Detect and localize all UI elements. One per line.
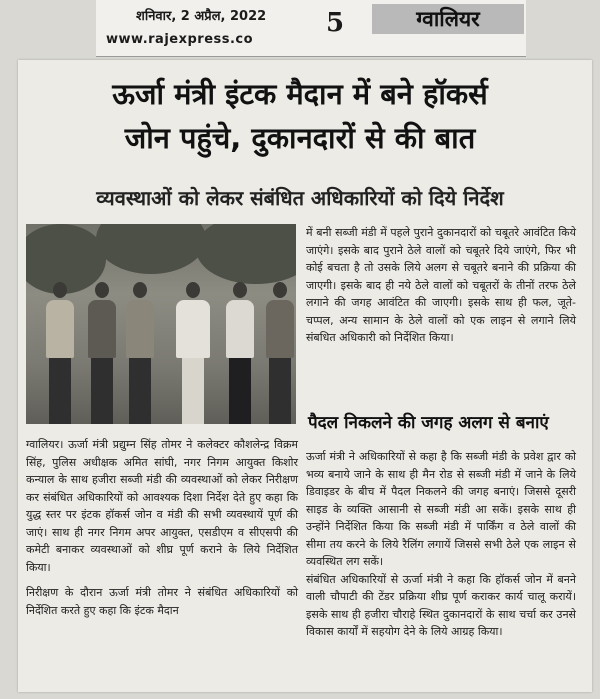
headline-line-2: जोन पहुंचे, दुकानदारों से की बात: [124, 121, 476, 155]
photo-person: [176, 282, 210, 424]
news-photo: [26, 224, 296, 424]
page-number: 5: [326, 8, 345, 38]
headline-line-1: ऊर्जा मंत्री इंटक मैदान में बने हॉकर्स: [112, 77, 488, 111]
photo-person: [126, 282, 154, 424]
publication-url: www.rajexpress.co: [106, 32, 254, 47]
city-section-label: ग्वालियर: [372, 4, 524, 34]
publication-date: शनिवार, 2 अप्रैल, 2022: [136, 9, 267, 24]
article-paragraph: ऊर्जा मंत्री ने अधिकारियों से कहा है कि सब्जी मंडी के प्रवेश द्वार को भव्य बनाये जाने के साथ ही मैन रोड से सब्जी मंडी में जाने के लिये डिवाइडर के बीच में पैदल निकलने की जगह बनाएं। जिससे दूसरी साइड के व्यक्ति आसानी से सब्जी मंडी आ सकें। इसके साथ ही उन्होंने निर्देशित किया कि सब्जी मंडी में पार्किंग व ठेले वालों की सीमा तय करने के लिये रैलिंग लगायें जिससे सभी ठेले एक लाइन से व्यवस्थित लग सकें।: [306, 450, 576, 568]
article-column-right-bottom: [306, 448, 576, 641]
photo-foliage: [196, 224, 296, 284]
article-paragraph: में बनी सब्जी मंडी में पहले पुराने दुकानदारों को चबूतरे आवंटित किये जाएंगे। इसके बाद पुराने ठेले वालों को चबूतरे दिये जाएंगे, फिर भी कोई बचता है तो उसके लिये अलग से चबूतरे बनाने की प्रक्रिया की जाएगी। इसके बाद ही नये ठेले वालों को चबूतरों के तीनों तरफ ठेले लगाने की जगह आवंटित की जाएगी। इसके साथ ही फल, जूते-चप्पल, अन्य सामान के ठेले वालों को एक लाइन से लगाने लिये संबधित अधिकारी को निर्देशित किया।: [306, 226, 576, 344]
article-paragraph: संबंधित अधिकारियों से ऊर्जा मंत्री ने कहा कि हॉकर्स जोन में बनने वाली चौपाटी की टेंडर प्रक्रिया शीघ्र पूर्ण कराकर कार्य चालू करायें। इसके साथ ही हजीरा चौराहे स्थित दुकानदारों के साथ चर्चा कर उनसे विकास कार्यों में सहयोग देने के लिये आग्रह किया।: [306, 572, 576, 638]
photo-foliage: [96, 224, 206, 274]
subheadline: व्यवस्थाओं को लेकर संबंधित अधिकारियों को दिये निर्देश: [96, 186, 504, 210]
section-heading: पैदल निकलने की जगह अलग से बनाएं: [308, 413, 549, 433]
photo-person: [266, 282, 294, 424]
article-column-right-top: [306, 224, 576, 347]
headline: [22, 72, 578, 160]
article-paragraph: निरीक्षण के दौरान ऊर्जा मंत्री तोमर ने संबंधित अधिकारियों को निर्देशित करते हुए कहा कि इंटक मैदान: [26, 586, 298, 617]
photo-person: [226, 282, 254, 424]
masthead: [96, 0, 526, 57]
photo-person: [88, 282, 116, 424]
article-paragraph: ग्वालियर। ऊर्जा मंत्री प्रद्युम्न सिंह तोमर ने कलेक्टर कौशलेन्द्र विक्रम सिंह, पुलिस अधीक्षक अमित सांघी, नगर निगम आयुक्त किशोर कन्याल के साथ हजीरा सब्जी मंडी की व्यवस्थाओं को लेकर निरीक्षण कर संबंधित अधिकारियों को आवश्यक दिशा निर्देश देते हुए कहा कि युद्ध स्तर पर इंटक हॉकर्स जोन व मंडी की सभी व्यवस्थायें पूर्ण की जाएं। साथ ही नगर निगम अपर आयुक्त, एसडीएम व सीएसपी की कमेटी बनाकर व्यवस्थाओं को शीघ्र पूर्ण कराने के लिये निर्देशित किया।: [26, 438, 298, 574]
photo-person: [46, 282, 74, 424]
article-column-left: [26, 436, 298, 619]
